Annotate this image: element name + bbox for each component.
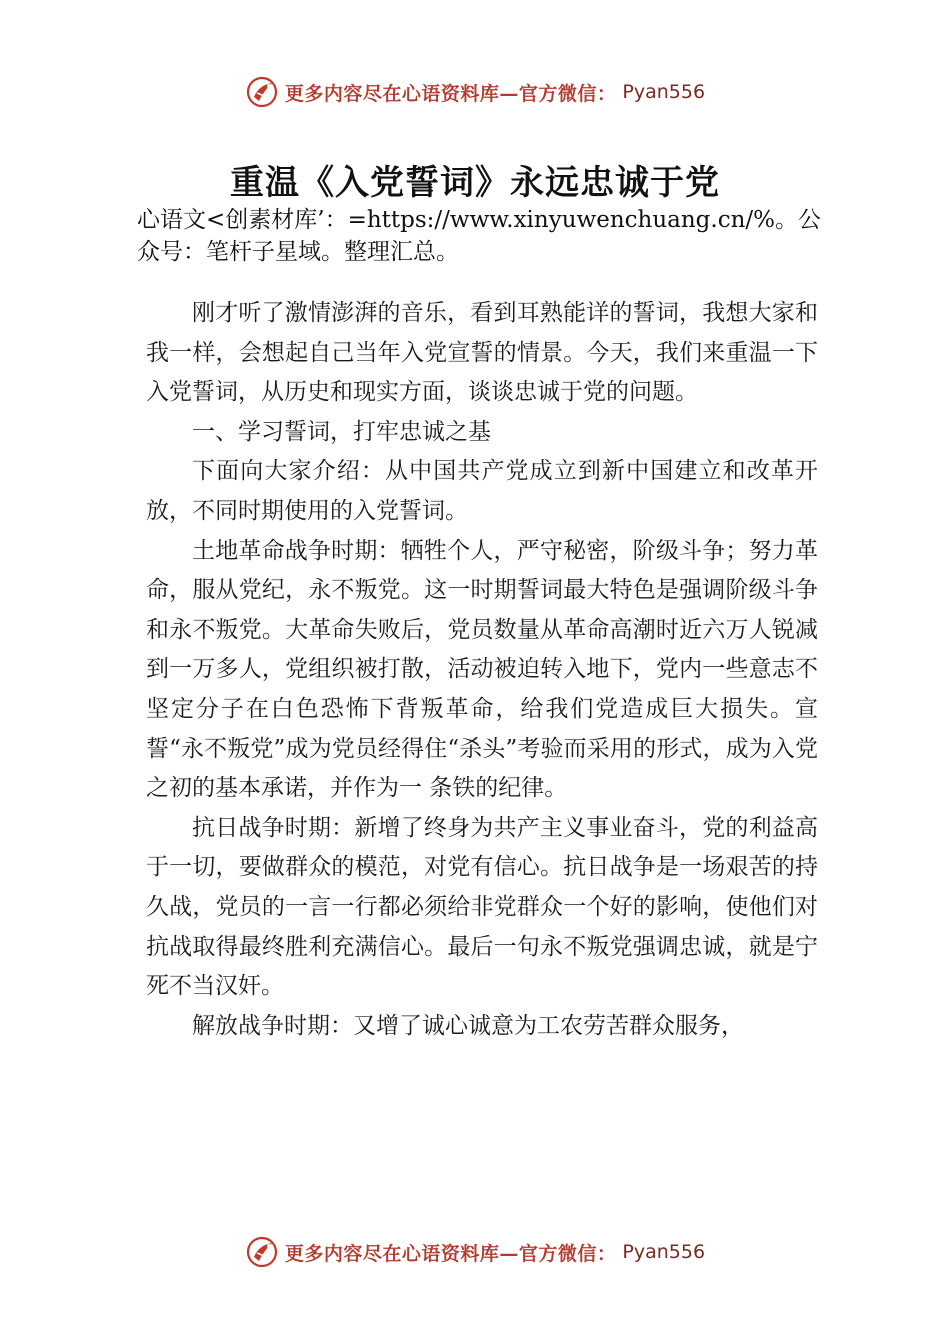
- document-title: 重温《入党誓词》永远忠诚于党: [230, 163, 720, 203]
- document-body: [146, 294, 818, 1046]
- footer-banner: [0, 1232, 950, 1272]
- banner-text: 更多内容尽在心语资料库—官方微信：: [284, 82, 617, 105]
- paragraph: 抗日战争时期：新增了终身为共产主义事业奋斗，党的利益高于一切，要做群众的模范，对党有信心。抗日战争是一场艰苦的持久战，党员的一言一行都必须给非党群众一个好的影响，使他们对抗战取得最终胜利充满信心。最后一句永不叛党强调忠诚，就是宁死不当汉奸。: [146, 814, 818, 1000]
- banner-contact: Pyan556: [622, 1241, 706, 1263]
- document-source: 心语文<创素材库’：=https://www.xinyuwenchuang.cn/%。公众号：笔杆子星域。整理汇总。: [137, 207, 821, 265]
- brand-logo-icon: [245, 75, 279, 109]
- banner-text: 更多内容尽在心语资料库—官方微信：: [284, 1242, 617, 1265]
- brand-logo-icon: [245, 1235, 279, 1269]
- paragraph: 土地革命战争时期：牺牲个人，严守秘密，阶级斗争；努力革命，服从党纪，永不叛党。这一时期誓词最大特色是强调阶级斗争和永不叛党。大革命失败后，党员数量从革命高潮时近六万人锐减到一万多人，党组织被打散，活动被迫转入地下，党内一些意志不坚定分子在白色恐怖下背叛革命，给我们党造成巨大损失。宣誓“永不叛党”成为党员经得住“杀头”考验而采用的形式，成为入党之初的基本承诺，并作为一 条铁的纪律。: [146, 537, 818, 802]
- header-banner: [0, 72, 950, 112]
- paragraph: 刚才听了激情澎湃的音乐，看到耳熟能详的誓词，我想大家和我一样，会想起自己当年入党宣誓的情景。今天，我们来重温一下入党誓词，从历史和现实方面，谈谈忠诚于党的问题。: [146, 300, 818, 406]
- section-heading: 一、学习誓词，打牢忠诚之基: [192, 418, 491, 445]
- paragraph: 解放战争时期：又增了诚心诚意为工农劳苦群众服务，: [192, 1012, 744, 1039]
- paragraph: 下面向大家介绍：从中国共产党成立到新中国建立和改革开放，不同时期使用的入党誓词。: [146, 458, 818, 524]
- banner-contact: Pyan556: [622, 81, 706, 103]
